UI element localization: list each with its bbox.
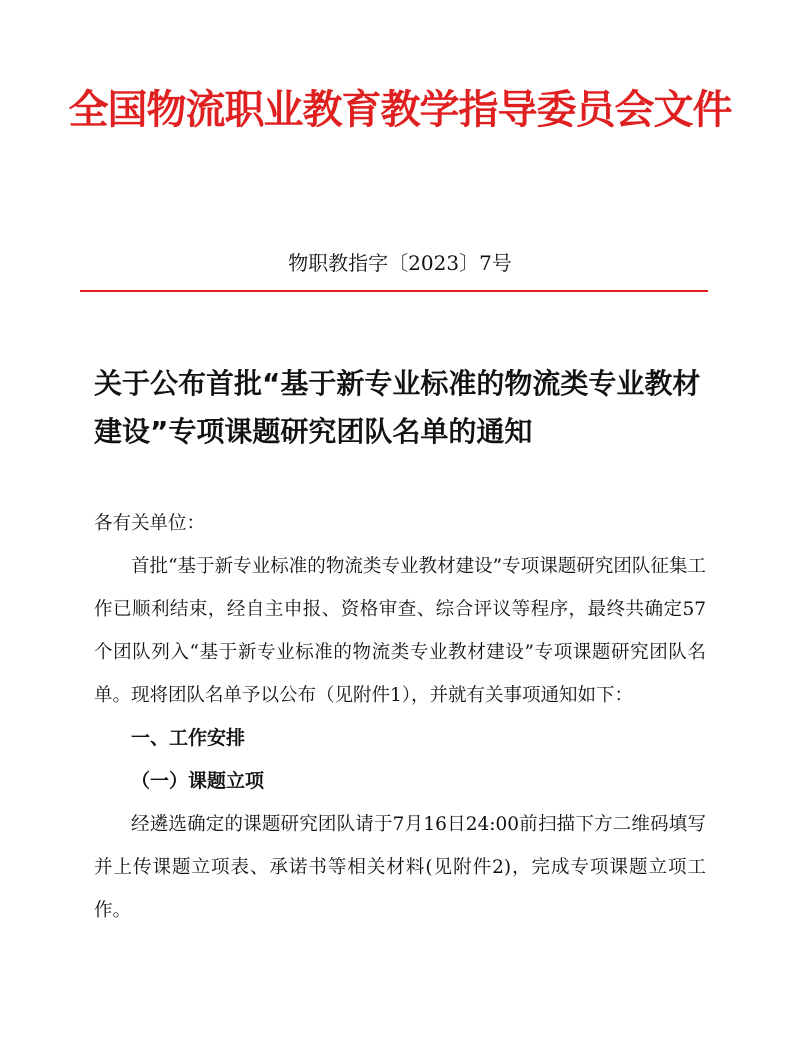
notice-title: 关于公布首批“基于新专业标准的物流类专业教材建设”专项课题研究团队名单的通知 [94,367,701,448]
masthead-title: 全国物流职业教育教学指导委员会文件 [68,87,732,133]
paragraph-project-approval: 经遴选确定的课题研究团队请于7月16日24:00前扫描下方二维码填写并上传课题立项表、承诺书等相关材料(见附件2)，完成专项课题立项工作。 [94,814,706,921]
paragraph-intro: 首批“基于新专业标准的物流类专业教材建设”专项课题研究团队征集工作已顺利结束，经自主申报、资格审查、综合评议等程序，最终共确定57个团队列入“基于新专业标准的物流类专业教材建设”专项课题研究团队名单。现将团队名单予以公布（见附件1），并就有关事项通知如下： [94,556,706,706]
subsection-heading-project-approval: （一）课题立项 [131,770,265,792]
red-divider-line [80,290,708,292]
section-heading-work-arrangement: 一、工作安排 [131,727,246,749]
document-number: 物职教指字〔2023〕7号 [288,251,512,275]
salutation: 各有关单位： [94,513,206,534]
document-body [94,502,706,932]
